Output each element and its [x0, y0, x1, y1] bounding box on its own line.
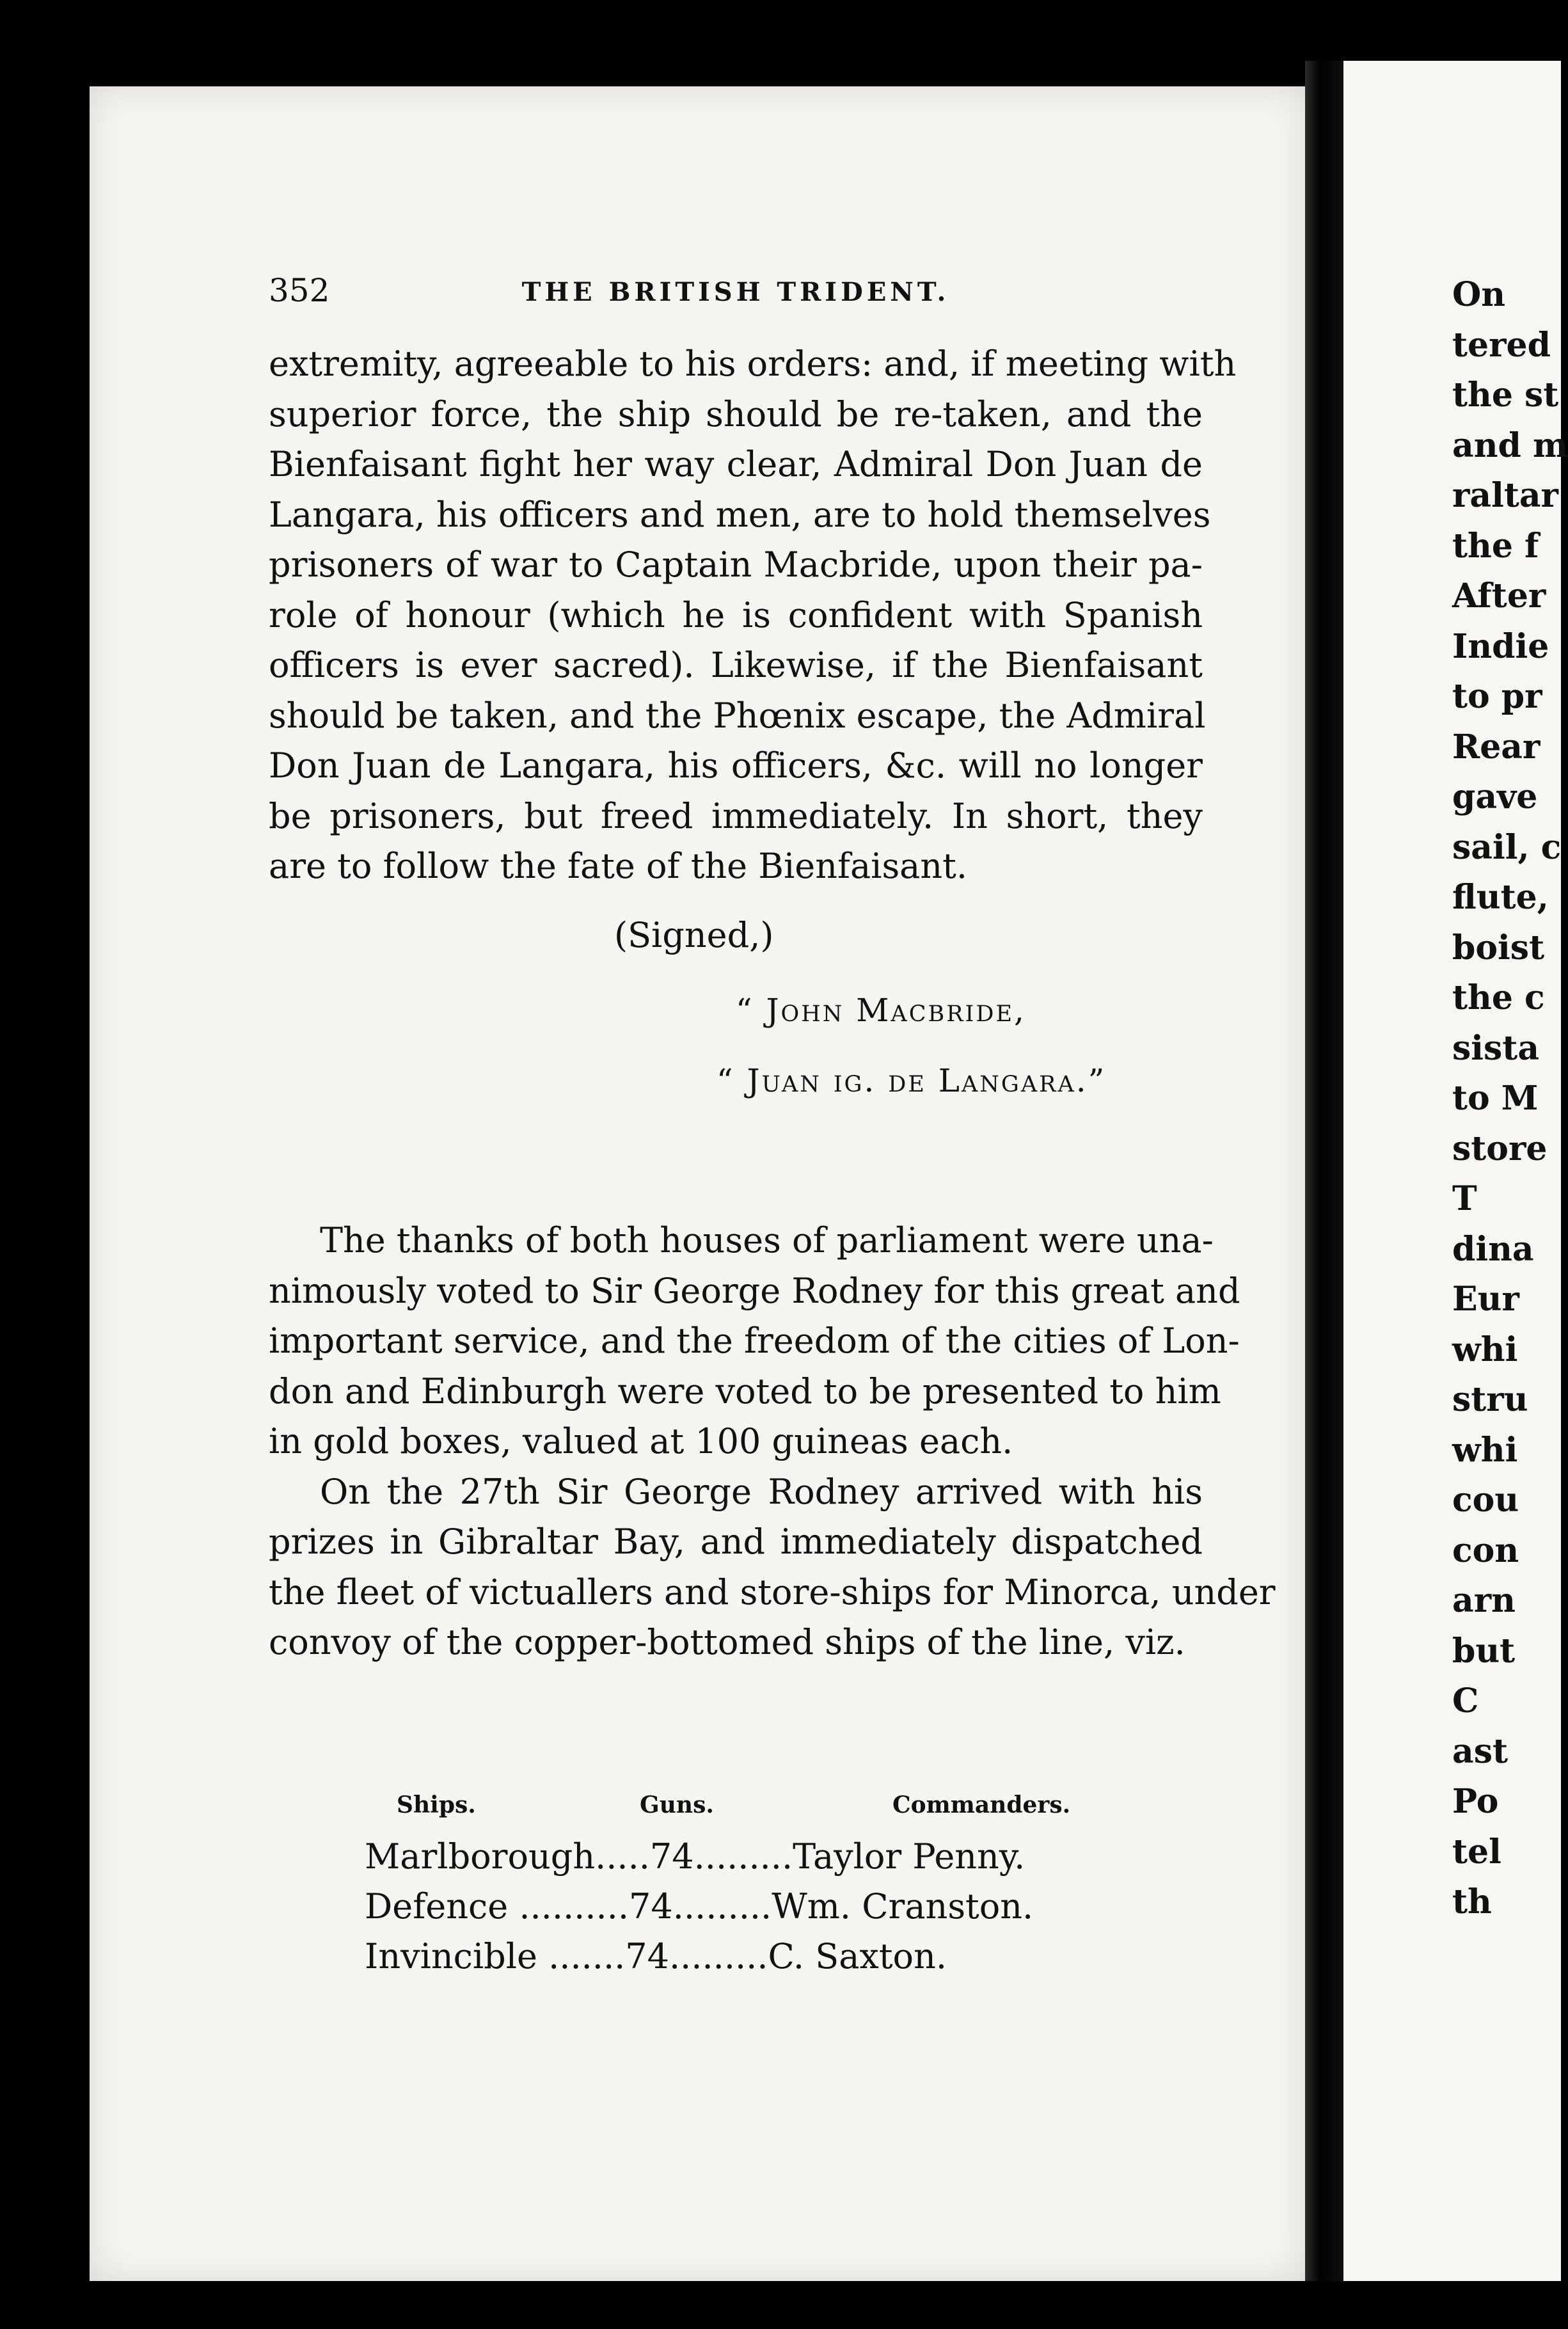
table-row — [358, 1886, 1190, 1936]
text-line: the fleet of victuallers and store-ships for Minorca, under — [269, 1571, 1276, 1612]
page-number: 352 — [269, 272, 330, 309]
right-page-fragment: boist — [1452, 928, 1545, 967]
right-page-fragment: Indie — [1452, 626, 1549, 666]
text-line: be prisoners, but freed immediately. In short, they — [269, 795, 1203, 836]
right-page-fragment: On — [1452, 275, 1506, 314]
text-line: important service, and the freedom of the cities of Lon- — [269, 1321, 1240, 1361]
right-page-fragment: After — [1452, 576, 1546, 616]
text-line: Don Juan de Langara, his officers, &c. will no longer — [269, 745, 1203, 786]
ship-row-text: Invincible .......74.........C. Saxton. — [365, 1936, 947, 1976]
right-page-fragment: Rear — [1452, 727, 1540, 767]
text-line: in gold boxes, valued at 100 guineas each. — [269, 1421, 1013, 1461]
right-page-fragment: raltar — [1452, 476, 1558, 515]
table-header — [358, 1792, 1190, 1836]
ship-row-text: Defence ..........74.........Wm. Cranston. — [365, 1886, 1034, 1927]
right-page-fragment: Eur — [1452, 1280, 1519, 1319]
paragraph-2-and-3 — [269, 1216, 1276, 1668]
text-line: convoy of the copper-bottomed ships of the line, viz. — [269, 1622, 1185, 1662]
text-line: are to follow the fate of the Bienfaisant. — [269, 846, 967, 886]
right-page — [1343, 61, 1568, 2281]
right-page-fragment: to M — [1452, 1079, 1539, 1118]
text-line: extremity, agreeable to his orders: and, if meeting with — [269, 344, 1237, 384]
table-row — [358, 1836, 1190, 1886]
right-page-fragment: and m — [1452, 425, 1568, 465]
right-page-fragment: sail, c — [1452, 827, 1562, 867]
table-row — [358, 1936, 1190, 1986]
right-page-fragment: flute, — [1452, 878, 1549, 917]
ship-row-text: Marlborough.....74.........Taylor Penny. — [365, 1836, 1026, 1877]
text-line: nimously voted to Sir George Rodney for this great and — [269, 1270, 1240, 1311]
right-page-fragment: store — [1452, 1129, 1548, 1168]
page-header — [269, 272, 1203, 323]
right-page-fragment: the c — [1452, 978, 1545, 1017]
right-page-fragment: dina — [1452, 1229, 1534, 1269]
right-page-fragment: ast — [1452, 1731, 1508, 1771]
text-line: should be taken, and the Phœnix escape, the Admiral — [269, 695, 1206, 736]
right-page-fragment: Po — [1452, 1782, 1499, 1821]
right-page-fragment: gave — [1452, 777, 1538, 816]
signatory-macbride: “ John Macbride, — [736, 992, 1026, 1029]
text-line: superior force, the ship should be re-taken, and the — [269, 393, 1203, 434]
right-page-fragment: stru — [1452, 1380, 1528, 1419]
text-line: On the 27th Sir George Rodney arrived with his — [320, 1471, 1203, 1512]
text-line: prizes in Gibraltar Bay, and immediately dispatched — [269, 1522, 1203, 1562]
right-page-fragment: to pr — [1452, 677, 1542, 716]
right-page-fragment: the st — [1452, 376, 1559, 415]
text-line: don and Edinburgh were voted to be presented to him — [269, 1371, 1221, 1411]
right-page-fragment: cou — [1452, 1481, 1519, 1520]
header-commanders: Commanders. — [892, 1792, 1071, 1818]
text-line: Langara, his officers and men, are to hold themselves — [269, 494, 1211, 535]
book-gutter — [1305, 61, 1343, 2281]
right-page-fragment: T — [1452, 1179, 1477, 1218]
text-line: The thanks of both houses of parliament were una- — [320, 1220, 1214, 1260]
right-page-fragment: sista — [1452, 1028, 1540, 1068]
header-guns: Guns. — [640, 1792, 714, 1818]
right-page-fragment: tered — [1452, 325, 1551, 365]
right-page-fragment: con — [1452, 1530, 1519, 1570]
right-page-fragment: tel — [1452, 1832, 1501, 1872]
right-page-fragment: the f — [1452, 526, 1539, 566]
text-line: officers is ever sacred). Likewise, if the Bienfaisant — [269, 645, 1203, 685]
right-page-fragment: th — [1452, 1882, 1492, 1921]
signed-label: (Signed,) — [614, 915, 774, 955]
running-title: THE BRITISH TRIDENT. — [521, 277, 950, 307]
text-line: Bienfaisant fight her way clear, Admiral Don Juan de — [269, 444, 1203, 484]
right-page-fragment: whi — [1452, 1430, 1518, 1470]
signatory-langara: “ Juan ig. de Langara.” — [717, 1062, 1107, 1099]
ships-table — [358, 1792, 1190, 1986]
right-page-fragment: arn — [1452, 1581, 1516, 1620]
right-page-fragment: but — [1452, 1631, 1516, 1671]
text-line: role of honour (which he is confident with Spanish — [269, 594, 1203, 635]
header-ships: Ships. — [397, 1792, 476, 1818]
right-page-fragment: C — [1452, 1681, 1479, 1721]
right-page-fragment: whi — [1452, 1330, 1518, 1369]
paragraph-1 — [269, 339, 1237, 892]
text-line: prisoners of war to Captain Macbride, upon their pa- — [269, 544, 1203, 585]
